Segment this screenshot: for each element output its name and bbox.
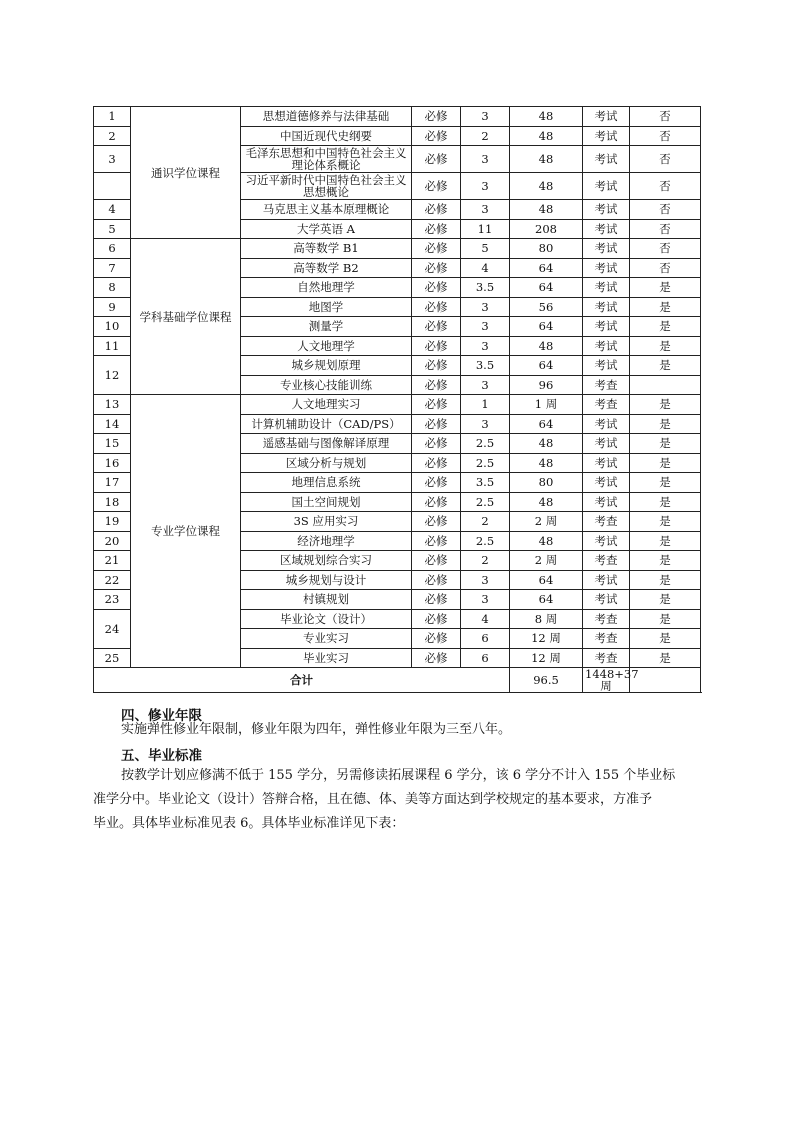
assessment-cell: 考查 (583, 395, 630, 415)
assessment-cell: 考试 (583, 414, 630, 434)
credits-cell: 3 (461, 317, 510, 337)
hours-cell: 48 (510, 173, 583, 200)
assessment-cell: 考试 (583, 278, 630, 298)
section-5-line: 毕业。具体毕业标准见表 6。具体毕业标准详见下表： (93, 816, 405, 831)
degree-course-cell: 是 (630, 356, 701, 376)
course-type-cell: 必修 (412, 146, 461, 173)
credits-cell: 11 (461, 219, 510, 239)
course-name-cell: 人文地理学 (241, 336, 412, 356)
course-name-cell: 毛泽东思想和中国特色社会主义理论体系概论 (241, 146, 412, 173)
course-name-cell: 地图学 (241, 297, 412, 317)
hours-cell: 48 (510, 453, 583, 473)
degree-course-cell: 是 (630, 512, 701, 532)
degree-course-cell: 是 (630, 317, 701, 337)
row-number-cell: 7 (94, 258, 131, 278)
table-row (94, 395, 701, 415)
credits-cell: 3 (461, 414, 510, 434)
credits-cell: 3 (461, 146, 510, 173)
credits-cell: 2.5 (461, 492, 510, 512)
credits-cell: 2.5 (461, 434, 510, 454)
course-type-cell: 必修 (412, 512, 461, 532)
assessment-cell: 考试 (583, 492, 630, 512)
credits-cell: 4 (461, 609, 510, 629)
credits-cell: 2.5 (461, 453, 510, 473)
assessment-cell: 考试 (583, 173, 630, 200)
course-type-cell: 必修 (412, 200, 461, 220)
assessment-cell: 考试 (583, 239, 630, 259)
assessment-cell: 考试 (583, 297, 630, 317)
assessment-cell: 考试 (583, 473, 630, 493)
degree-course-cell: 是 (630, 629, 701, 649)
course-type-cell: 必修 (412, 414, 461, 434)
credits-cell: 3 (461, 336, 510, 356)
course-name-cell: 区域规划综合实习 (241, 551, 412, 571)
section-4-text (93, 718, 700, 742)
hours-cell: 64 (510, 258, 583, 278)
assessment-cell: 考查 (583, 609, 630, 629)
hours-cell: 48 (510, 107, 583, 127)
course-name-cell: 思想道德修养与法律基础 (241, 107, 412, 127)
credits-cell: 3.5 (461, 473, 510, 493)
course-name-cell: 马克思主义基本原理概论 (241, 200, 412, 220)
section-5-line: 准学分中。毕业论文（设计）答辩合格，且在德、体、美等方面达到学校规定的基本要求，方准予 (93, 792, 653, 807)
degree-course-cell: 是 (630, 473, 701, 493)
degree-course-cell: 否 (630, 258, 701, 278)
degree-course-cell (630, 375, 701, 395)
course-name-cell: 习近平新时代中国特色社会主义思想概论 (241, 173, 412, 200)
row-number-cell: 10 (94, 317, 131, 337)
course-name-cell: 毕业论文（设计） (241, 609, 412, 629)
course-name-cell: 高等数学 B2 (241, 258, 412, 278)
degree-course-cell: 是 (630, 531, 701, 551)
course-type-cell: 必修 (412, 570, 461, 590)
row-number-cell: 16 (94, 453, 131, 473)
course-type-cell: 必修 (412, 473, 461, 493)
assessment-cell: 考试 (583, 453, 630, 473)
hours-cell: 48 (510, 126, 583, 146)
degree-course-cell: 否 (630, 200, 701, 220)
hours-cell: 8 周 (510, 609, 583, 629)
course-type-cell: 必修 (412, 317, 461, 337)
total-row (94, 668, 701, 693)
degree-course-cell: 是 (630, 453, 701, 473)
hours-cell: 64 (510, 317, 583, 337)
total-hours-cell: 1448+37 周 (583, 668, 630, 693)
assessment-cell: 考试 (583, 570, 630, 590)
hours-cell: 2 周 (510, 551, 583, 571)
course-name-cell: 测量学 (241, 317, 412, 337)
course-type-cell: 必修 (412, 239, 461, 259)
assessment-cell: 考查 (583, 629, 630, 649)
credits-cell: 1 (461, 395, 510, 415)
course-type-cell: 必修 (412, 434, 461, 454)
credits-cell: 3 (461, 375, 510, 395)
credits-cell: 3.5 (461, 356, 510, 376)
hours-cell: 48 (510, 146, 583, 173)
course-name-cell: 经济地理学 (241, 531, 412, 551)
total-label-cell: 合计 (94, 668, 510, 693)
degree-course-cell: 否 (630, 219, 701, 239)
degree-course-cell: 是 (630, 278, 701, 298)
section-5-line: 按教学计划应修满不低于 155 学分，另需修读拓展课程 6 学分，该 6 学分不计入 155 个毕业标 (121, 768, 676, 783)
row-number-cell: 14 (94, 414, 131, 434)
credits-cell: 2.5 (461, 531, 510, 551)
category-cell: 专业学位课程 (131, 395, 241, 668)
course-name-cell: 城乡规划原理 (241, 356, 412, 376)
row-number-cell: 6 (94, 239, 131, 259)
hours-cell: 12 周 (510, 648, 583, 668)
row-number-cell: 13 (94, 395, 131, 415)
row-number-cell: 18 (94, 492, 131, 512)
course-name-cell: 3S 应用实习 (241, 512, 412, 532)
assessment-cell: 考试 (583, 219, 630, 239)
credits-cell: 3 (461, 590, 510, 610)
course-type-cell: 必修 (412, 356, 461, 376)
credits-cell: 2 (461, 512, 510, 532)
degree-course-cell: 否 (630, 126, 701, 146)
credits-cell: 3 (461, 173, 510, 200)
course-name-cell: 计算机辅助设计（CAD/PS） (241, 414, 412, 434)
assessment-cell: 考试 (583, 531, 630, 551)
assessment-cell: 考试 (583, 336, 630, 356)
table-row (94, 239, 701, 259)
credits-cell: 2 (461, 551, 510, 571)
course-name-cell: 区域分析与规划 (241, 453, 412, 473)
assessment-cell: 考试 (583, 590, 630, 610)
hours-cell: 64 (510, 278, 583, 298)
course-type-cell: 必修 (412, 258, 461, 278)
hours-cell: 2 周 (510, 512, 583, 532)
row-number-cell: 23 (94, 590, 131, 610)
assessment-cell: 考试 (583, 126, 630, 146)
hours-cell: 80 (510, 239, 583, 259)
hours-cell: 48 (510, 434, 583, 454)
row-number-cell: 21 (94, 551, 131, 571)
course-name-cell: 专业核心技能训练 (241, 375, 412, 395)
hours-cell: 208 (510, 219, 583, 239)
row-number-cell: 24 (94, 609, 131, 648)
credits-cell: 3 (461, 570, 510, 590)
degree-course-cell: 是 (630, 590, 701, 610)
course-type-cell: 必修 (412, 107, 461, 127)
course-type-cell: 必修 (412, 648, 461, 668)
row-number-cell: 1 (94, 107, 131, 127)
course-type-cell: 必修 (412, 492, 461, 512)
section-5-title: 五、毕业标准 (121, 748, 202, 764)
hours-cell: 64 (510, 590, 583, 610)
row-number-cell (94, 173, 131, 200)
row-number-cell: 15 (94, 434, 131, 454)
row-number-cell: 20 (94, 531, 131, 551)
degree-course-cell: 否 (630, 239, 701, 259)
credits-cell: 3.5 (461, 278, 510, 298)
course-name-cell: 自然地理学 (241, 278, 412, 298)
row-number-cell: 4 (94, 200, 131, 220)
degree-course-cell: 是 (630, 395, 701, 415)
degree-course-cell: 是 (630, 609, 701, 629)
hours-cell: 64 (510, 570, 583, 590)
assessment-cell: 考试 (583, 356, 630, 376)
hours-cell: 80 (510, 473, 583, 493)
credits-cell: 4 (461, 258, 510, 278)
degree-course-cell: 否 (630, 173, 701, 200)
credits-cell: 3 (461, 200, 510, 220)
course-name-cell: 专业实习 (241, 629, 412, 649)
hours-cell: 48 (510, 336, 583, 356)
assessment-cell: 考试 (583, 200, 630, 220)
row-number-cell: 8 (94, 278, 131, 298)
hours-cell: 1 周 (510, 395, 583, 415)
course-type-cell: 必修 (412, 375, 461, 395)
row-number-cell: 2 (94, 126, 131, 146)
course-name-cell: 村镇规划 (241, 590, 412, 610)
degree-course-cell: 是 (630, 434, 701, 454)
course-name-cell: 人文地理实习 (241, 395, 412, 415)
assessment-cell: 考查 (583, 512, 630, 532)
degree-course-cell: 是 (630, 492, 701, 512)
degree-course-cell: 是 (630, 297, 701, 317)
hours-cell: 48 (510, 492, 583, 512)
hours-cell: 56 (510, 297, 583, 317)
row-number-cell: 9 (94, 297, 131, 317)
course-type-cell: 必修 (412, 551, 461, 571)
assessment-cell: 考试 (583, 317, 630, 337)
row-number-cell: 3 (94, 146, 131, 173)
section-4-line: 实施弹性修业年限制，修业年限为四年，弹性修业年限为三至八年。 (121, 722, 512, 737)
course-type-cell: 必修 (412, 219, 461, 239)
course-type-cell: 必修 (412, 590, 461, 610)
course-name-cell: 毕业实习 (241, 648, 412, 668)
degree-course-cell: 是 (630, 414, 701, 434)
hours-cell: 12 周 (510, 629, 583, 649)
course-type-cell: 必修 (412, 395, 461, 415)
row-number-cell: 11 (94, 336, 131, 356)
row-number-cell: 19 (94, 512, 131, 532)
row-number-cell: 25 (94, 648, 131, 668)
hours-cell: 64 (510, 356, 583, 376)
degree-course-cell: 是 (630, 570, 701, 590)
course-type-cell: 必修 (412, 173, 461, 200)
category-cell: 通识学位课程 (131, 107, 241, 239)
course-name-cell: 遥感基础与图像解译原理 (241, 434, 412, 454)
course-type-cell: 必修 (412, 629, 461, 649)
hours-cell: 48 (510, 531, 583, 551)
hours-cell: 64 (510, 414, 583, 434)
row-number-cell: 5 (94, 219, 131, 239)
course-name-cell: 中国近现代史纲要 (241, 126, 412, 146)
assessment-cell: 考查 (583, 375, 630, 395)
credits-cell: 6 (461, 648, 510, 668)
row-number-cell: 22 (94, 570, 131, 590)
course-type-cell: 必修 (412, 336, 461, 356)
section-4-title: 四、修业年限 (121, 708, 202, 724)
course-type-cell: 必修 (412, 453, 461, 473)
course-name-cell: 国土空间规划 (241, 492, 412, 512)
total-empty-cell (630, 668, 701, 693)
table-row (94, 107, 701, 127)
course-name-cell: 地理信息系统 (241, 473, 412, 493)
degree-course-cell: 是 (630, 648, 701, 668)
row-number-cell: 17 (94, 473, 131, 493)
category-cell: 学科基础学位课程 (131, 239, 241, 395)
course-table (93, 106, 701, 693)
degree-course-cell: 是 (630, 336, 701, 356)
degree-course-cell: 是 (630, 551, 701, 571)
course-name-cell: 高等数学 B1 (241, 239, 412, 259)
assessment-cell: 考查 (583, 551, 630, 571)
credits-cell: 2 (461, 126, 510, 146)
hours-cell: 96 (510, 375, 583, 395)
credits-cell: 5 (461, 239, 510, 259)
total-credits-cell: 96.5 (510, 668, 583, 693)
course-name-cell: 大学英语 A (241, 219, 412, 239)
credits-cell: 3 (461, 107, 510, 127)
hours-cell: 48 (510, 200, 583, 220)
assessment-cell: 考试 (583, 258, 630, 278)
course-type-cell: 必修 (412, 297, 461, 317)
credits-cell: 6 (461, 629, 510, 649)
credits-cell: 3 (461, 297, 510, 317)
assessment-cell: 考查 (583, 648, 630, 668)
course-type-cell: 必修 (412, 531, 461, 551)
assessment-cell: 考试 (583, 107, 630, 127)
assessment-cell: 考试 (583, 434, 630, 454)
degree-course-cell: 否 (630, 107, 701, 127)
course-name-cell: 城乡规划与设计 (241, 570, 412, 590)
degree-course-cell: 否 (630, 146, 701, 173)
assessment-cell: 考试 (583, 146, 630, 173)
course-type-cell: 必修 (412, 609, 461, 629)
section-5-text (93, 764, 700, 836)
row-number-cell: 12 (94, 356, 131, 395)
course-type-cell: 必修 (412, 126, 461, 146)
course-type-cell: 必修 (412, 278, 461, 298)
